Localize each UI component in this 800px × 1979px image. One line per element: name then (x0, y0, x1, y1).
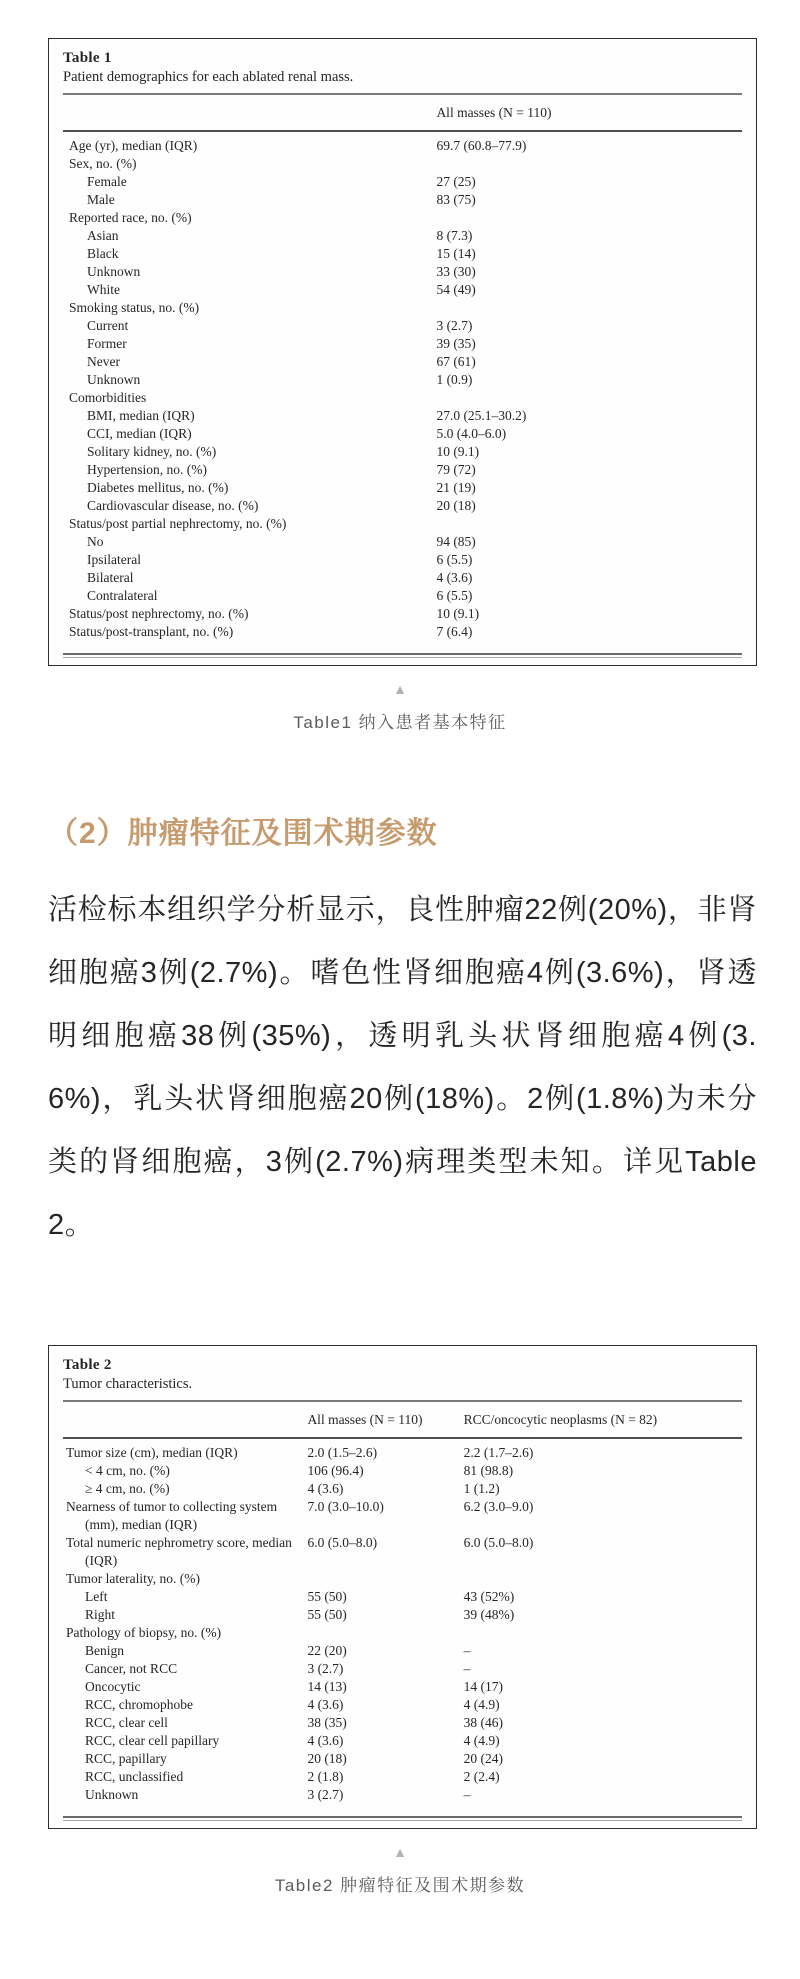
table-row (63, 245, 742, 263)
table-row (63, 1534, 742, 1570)
row-value: 1 (0.9) (436, 372, 473, 387)
row-label: Diabetes mellitus, no. (%) (87, 480, 229, 495)
row-value-rcc (464, 1624, 742, 1642)
row-value-all-masses: 2.0 (1.5–2.6) (307, 1445, 378, 1460)
triangle-up-icon: ▲ (393, 681, 407, 697)
row-value-rcc: – (463, 1787, 471, 1802)
table-row (63, 1750, 742, 1768)
table-row (63, 605, 742, 623)
row-label: Tumor laterality, no. (%) (66, 1571, 200, 1586)
row-label: RCC, clear cell papillary (85, 1733, 220, 1748)
row-value (436, 515, 742, 533)
row-label: Solitary kidney, no. (%) (87, 444, 217, 459)
table-row (63, 497, 742, 515)
row-label: Status/post nephrectomy, no. (%) (69, 606, 249, 621)
row-value-rcc: 81 (98.8) (463, 1463, 514, 1478)
row-label: Unknown (87, 264, 141, 279)
table1-subtitle: Patient demographics for each ablated renal mass. (63, 69, 354, 85)
table-row (63, 1786, 742, 1804)
table1-body (63, 132, 742, 648)
table-row (63, 1714, 742, 1732)
table-row (63, 1642, 742, 1660)
table-row (63, 335, 742, 353)
row-label: No (87, 534, 104, 549)
row-value: 20 (18) (436, 498, 476, 513)
table1-title: Table 1 (63, 50, 112, 66)
row-value-rcc: 20 (24) (463, 1751, 503, 1766)
row-value-all-masses: 106 (96.4) (307, 1463, 364, 1478)
row-value: 7 (6.4) (436, 624, 473, 639)
table-row (63, 1444, 742, 1462)
row-value-rcc: 4 (4.9) (463, 1697, 500, 1712)
row-value: 21 (19) (436, 480, 476, 495)
table-row (63, 461, 742, 479)
table2-col-header-1: All masses (N = 110) (307, 1412, 423, 1427)
row-label: Never (87, 354, 120, 369)
row-label: Hypertension, no. (%) (87, 462, 207, 477)
row-value (436, 299, 742, 317)
table-row (63, 1768, 742, 1786)
table2-title: Table 2 (63, 1357, 112, 1373)
table2-figure (48, 1345, 757, 1829)
row-label: Ipsilateral (87, 552, 141, 567)
table1-col-header: All masses (N = 110) (436, 105, 552, 120)
row-value-rcc: 6.2 (3.0–9.0) (463, 1499, 534, 1514)
table-row (63, 209, 742, 227)
row-label: Total numeric nephrometry score, median (IQR) (66, 1535, 292, 1568)
row-value-rcc: 1 (1.2) (463, 1481, 500, 1496)
table2-bottom-rule (63, 1816, 742, 1821)
row-value-rcc: 2 (2.4) (463, 1769, 500, 1784)
row-value-all-masses: 38 (35) (307, 1715, 347, 1730)
table-row (63, 1732, 742, 1750)
triangle-up-icon: ▲ (393, 1844, 407, 1860)
row-value-all-masses: 6.0 (5.0–8.0) (307, 1535, 378, 1550)
table-row (63, 515, 742, 533)
table-row (63, 1498, 742, 1534)
table2-subtitle: Tumor characteristics. (63, 1376, 193, 1392)
row-label: Comorbidities (69, 390, 147, 405)
row-label: BMI, median (IQR) (87, 408, 195, 423)
row-label: Cancer, not RCC (85, 1661, 178, 1676)
row-value: 10 (9.1) (436, 444, 480, 459)
row-label: Right (85, 1607, 116, 1622)
row-value-rcc: 43 (52%) (463, 1589, 515, 1604)
row-value: 69.7 (60.8–77.9) (436, 138, 527, 153)
row-label: RCC, chromophobe (85, 1697, 193, 1712)
row-label: RCC, unclassified (85, 1769, 184, 1784)
table1-header-spacer (63, 104, 436, 122)
table1-bottom-rule (63, 653, 742, 658)
row-label: CCI, median (IQR) (87, 426, 192, 441)
row-value: 15 (14) (436, 246, 476, 261)
row-label: Tumor size (cm), median (IQR) (66, 1445, 238, 1460)
row-value (436, 209, 742, 227)
row-value-all-masses: 4 (3.6) (307, 1697, 344, 1712)
row-value-rcc: 38 (46) (463, 1715, 503, 1730)
row-value: 4 (3.6) (436, 570, 473, 585)
table-row (63, 1588, 742, 1606)
table-row (63, 407, 742, 425)
table-row (63, 1678, 742, 1696)
table-row (63, 479, 742, 497)
table-row (63, 1480, 742, 1498)
table-row (63, 317, 742, 335)
row-value-rcc: 4 (4.9) (463, 1733, 500, 1748)
row-label: Oncocytic (85, 1679, 141, 1694)
row-value-all-masses: 14 (13) (307, 1679, 347, 1694)
row-value-rcc: – (463, 1643, 471, 1658)
row-value-all-masses (307, 1624, 463, 1642)
row-value: 94 (85) (436, 534, 476, 549)
table-row (63, 263, 742, 281)
table-row (63, 1660, 742, 1678)
row-value-all-masses: 22 (20) (307, 1643, 347, 1658)
row-value-all-masses: 3 (2.7) (307, 1787, 344, 1802)
row-label: Nearness of tumor to collecting system (mm), median (IQR) (66, 1499, 278, 1532)
row-value: 8 (7.3) (436, 228, 473, 243)
row-label: ≥ 4 cm, no. (%) (85, 1481, 170, 1496)
row-value-rcc: 6.0 (5.0–8.0) (463, 1535, 534, 1550)
row-label: RCC, papillary (85, 1751, 167, 1766)
table-row (63, 1606, 742, 1624)
row-label: Black (87, 246, 119, 261)
row-value-rcc: 14 (17) (463, 1679, 503, 1694)
table-row (63, 137, 742, 155)
row-value-rcc: 2.2 (1.7–2.6) (463, 1445, 534, 1460)
table-row (63, 389, 742, 407)
row-label: Current (87, 318, 129, 333)
table-row (63, 443, 742, 461)
row-value-all-masses: 2 (1.8) (307, 1769, 344, 1784)
row-label: Male (87, 192, 115, 207)
table-row (63, 281, 742, 299)
row-label: RCC, clear cell (85, 1715, 168, 1730)
row-value-all-masses: 4 (3.6) (307, 1481, 344, 1496)
row-value: 27.0 (25.1–30.2) (436, 408, 527, 423)
row-value-all-masses: 4 (3.6) (307, 1733, 344, 1748)
row-value: 3 (2.7) (436, 318, 473, 333)
row-label: Status/post partial nephrectomy, no. (%) (69, 516, 287, 531)
table-row (63, 353, 742, 371)
table2-header-row (63, 1402, 742, 1437)
row-value-all-masses: 55 (50) (307, 1607, 347, 1622)
table-row (63, 299, 742, 317)
row-value: 27 (25) (436, 174, 476, 189)
row-value: 5.0 (4.0–6.0) (436, 426, 507, 441)
table-row (63, 1570, 742, 1588)
row-value: 6 (5.5) (436, 588, 473, 603)
row-value-all-masses: 20 (18) (307, 1751, 347, 1766)
table1-header-row (63, 95, 742, 130)
table-row (63, 1462, 742, 1480)
row-label: Female (87, 174, 127, 189)
row-label: White (87, 282, 120, 297)
row-value-rcc: – (463, 1661, 471, 1676)
row-value: 33 (30) (436, 264, 476, 279)
table2-caption (0, 1845, 800, 1896)
row-label: Age (yr), median (IQR) (69, 138, 198, 153)
table1-caption-text: Table1 纳入患者基本特征 (293, 713, 507, 732)
row-value: 83 (75) (436, 192, 476, 207)
table-row (63, 1624, 742, 1642)
row-label: Unknown (85, 1787, 139, 1802)
table2-col-header-2: RCC/oncocytic neoplasms (N = 82) (463, 1412, 658, 1427)
body-paragraph: 活检标本组织学分析显示，良性肿瘤22例(20%)，非肾细胞癌3例(2.7%)。嗜色性肾细胞癌4例(3.6%)，肾透明细胞癌38例(35%)，透明乳头状肾细胞癌4例(3.6%)，乳头状肾细胞癌20例(18%)。2例(1.8%)为未分类的肾细胞癌，3例(2.7%)病理类型未知。详见Table2。 (48, 894, 757, 1241)
row-value-all-masses: 3 (2.7) (307, 1661, 344, 1676)
row-value: 79 (72) (436, 462, 476, 477)
table1-caption (0, 682, 800, 733)
table-row (63, 371, 742, 389)
table2-caption-text: Table2 肿瘤特征及围术期参数 (274, 1876, 526, 1895)
table-row (63, 173, 742, 191)
table-row (63, 1696, 742, 1714)
table-row (63, 155, 742, 173)
row-value: 10 (9.1) (436, 606, 480, 621)
row-label: Smoking status, no. (%) (69, 300, 200, 315)
table2-body (63, 1439, 742, 1811)
row-value-all-masses: 7.0 (3.0–10.0) (307, 1499, 384, 1514)
row-label: Cardiovascular disease, no. (%) (87, 498, 259, 513)
table2-header-spacer (63, 1411, 307, 1429)
row-label: Benign (85, 1643, 124, 1658)
row-value (436, 155, 742, 173)
row-label: Asian (87, 228, 119, 243)
row-label: Contralateral (87, 588, 158, 603)
row-label: Sex, no. (%) (69, 156, 137, 171)
table-row (63, 623, 742, 641)
row-label: Reported race, no. (%) (69, 210, 192, 225)
row-value (436, 389, 742, 407)
row-value-rcc (464, 1570, 742, 1588)
table-row (63, 191, 742, 209)
row-label: Left (85, 1589, 108, 1604)
table-row (63, 425, 742, 443)
row-value: 6 (5.5) (436, 552, 473, 567)
table-row (63, 227, 742, 245)
table-row (63, 551, 742, 569)
row-value-all-masses (307, 1570, 463, 1588)
row-label: Bilateral (87, 570, 134, 585)
row-label: Pathology of biopsy, no. (%) (66, 1625, 222, 1640)
row-value: 67 (61) (436, 354, 476, 369)
row-value: 54 (49) (436, 282, 476, 297)
row-value-all-masses: 55 (50) (307, 1589, 347, 1604)
table-row (63, 587, 742, 605)
row-value: 39 (35) (436, 336, 476, 351)
row-label: Former (87, 336, 127, 351)
row-label: Status/post-transplant, no. (%) (69, 624, 234, 639)
row-label: Unknown (87, 372, 141, 387)
row-value-rcc: 39 (48%) (463, 1607, 515, 1622)
table-row (63, 569, 742, 587)
table-row (63, 533, 742, 551)
table1-figure (48, 38, 757, 666)
row-label: < 4 cm, no. (%) (85, 1463, 170, 1478)
section-heading: （2）肿瘤特征及围术期参数 (48, 817, 438, 850)
